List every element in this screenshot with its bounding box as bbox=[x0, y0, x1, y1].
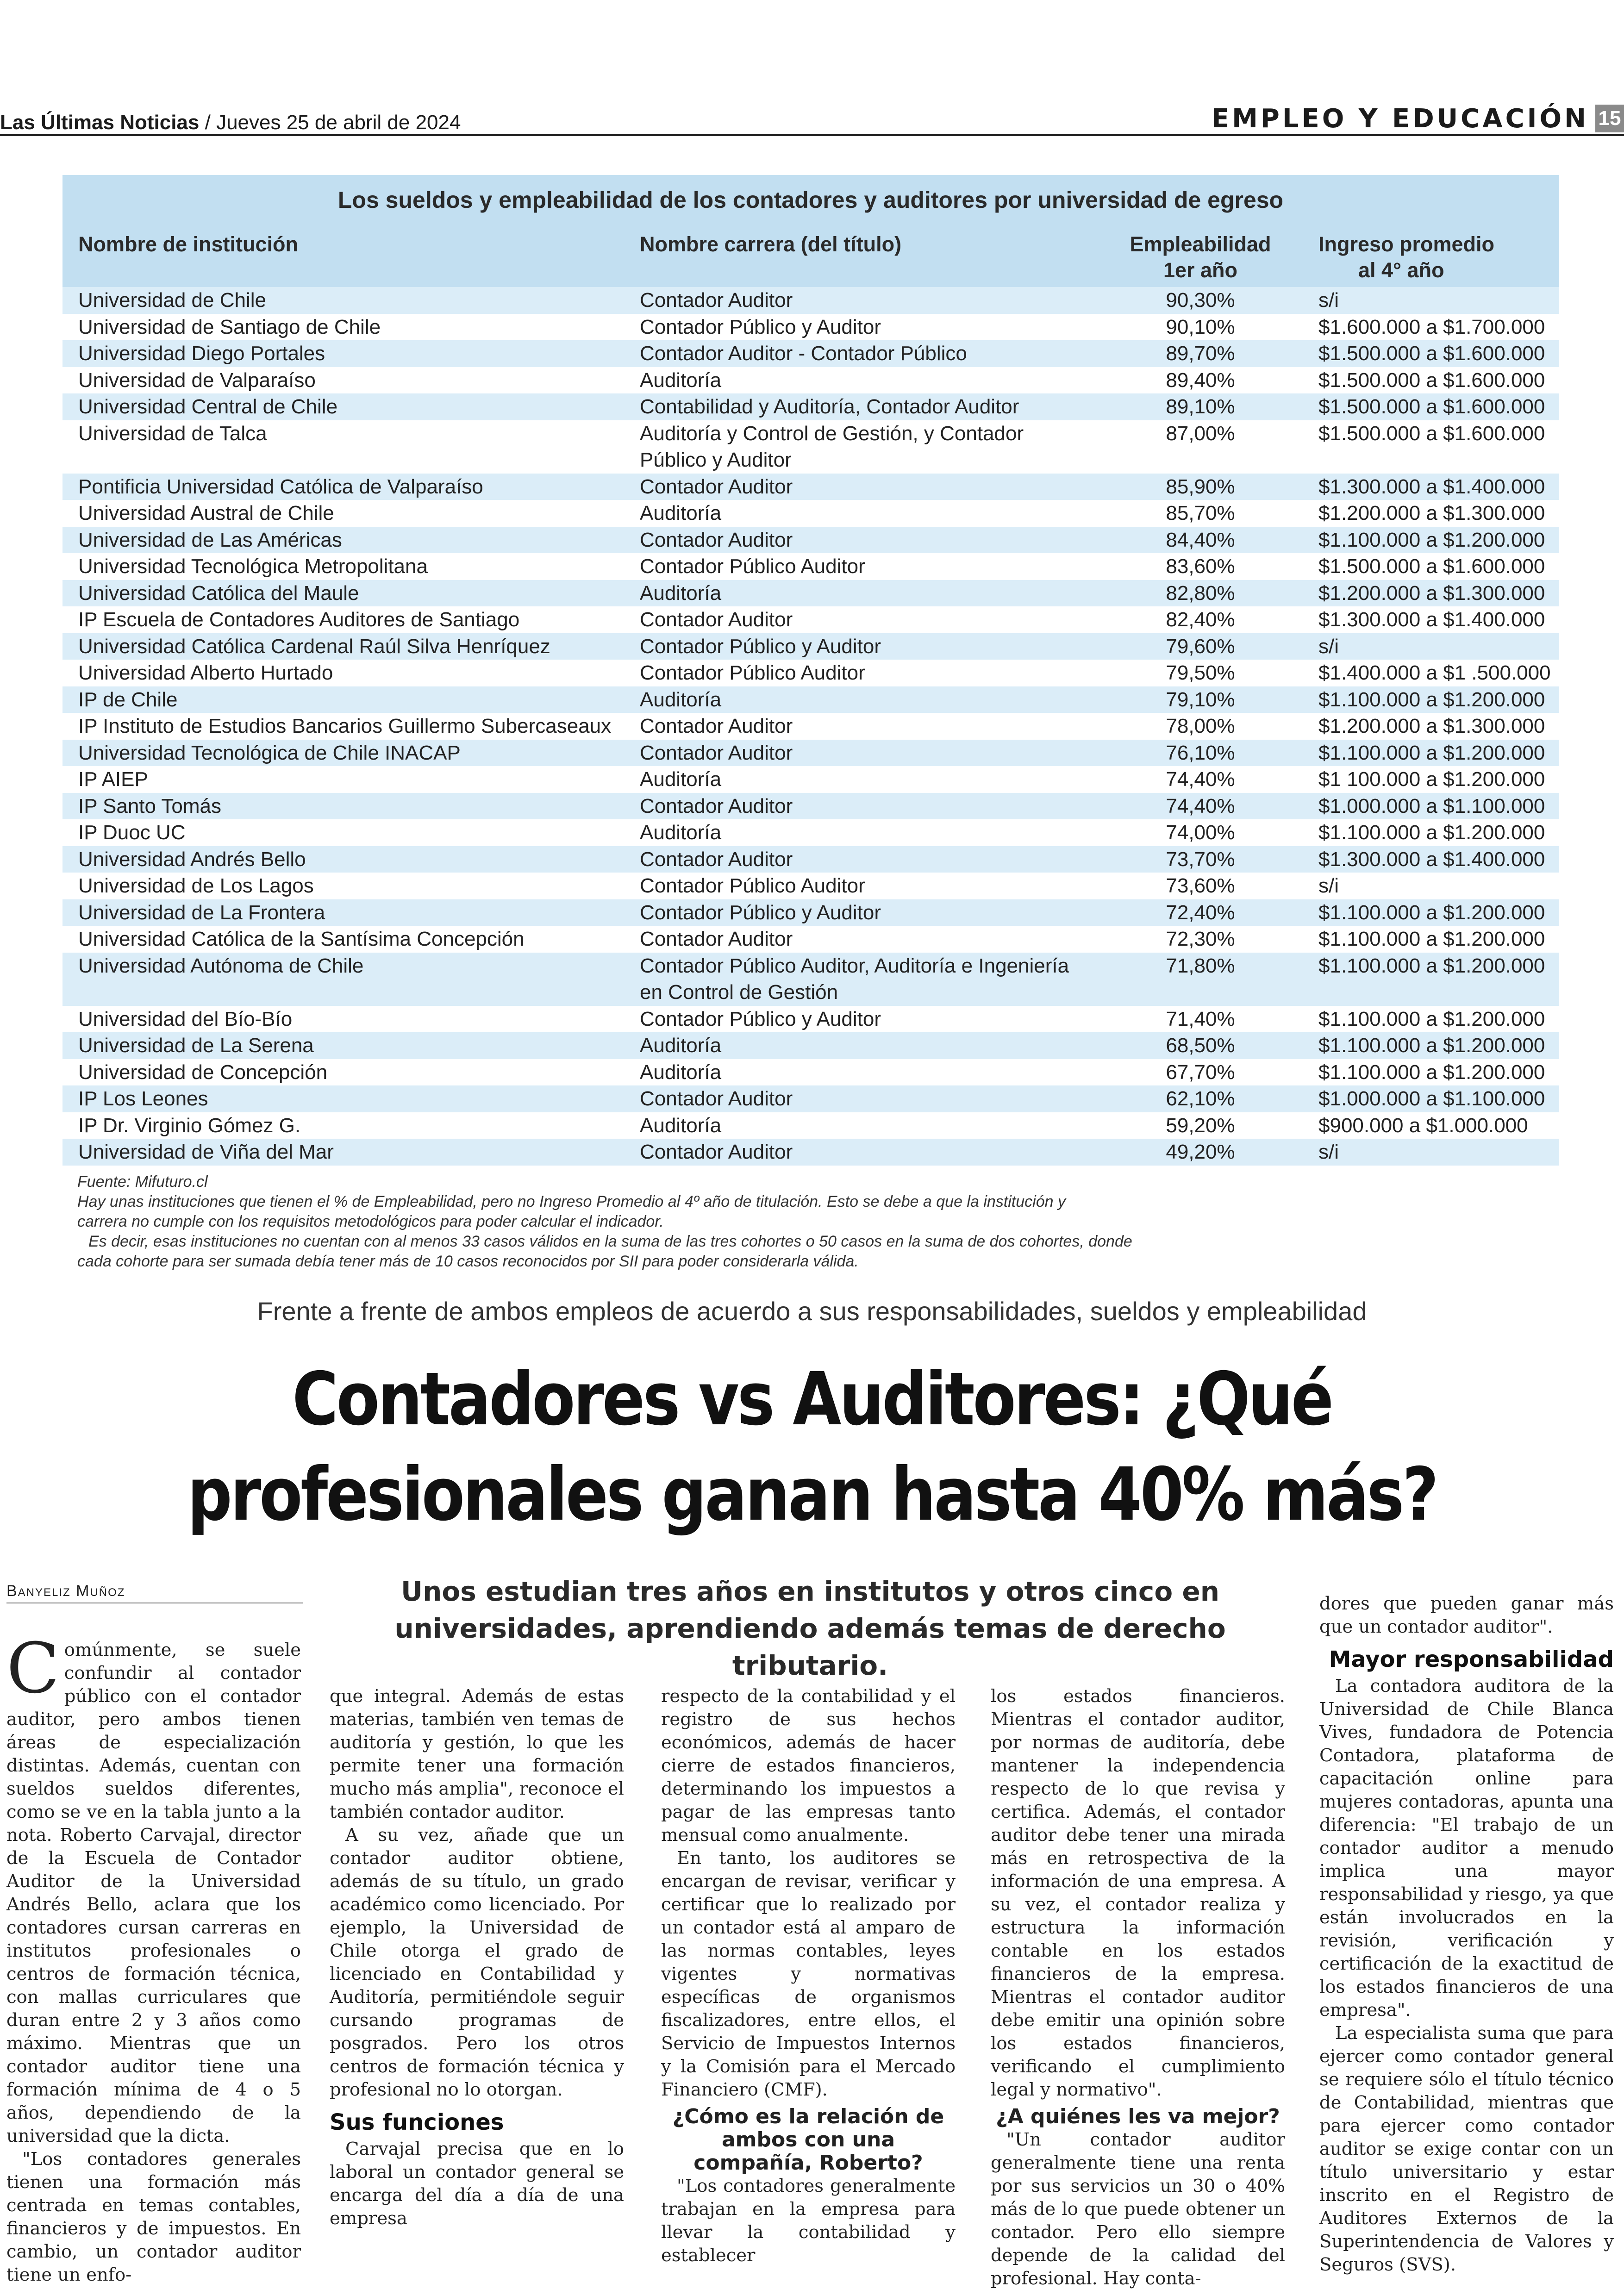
table-row bbox=[62, 580, 1559, 607]
header-income-line1: Ingreso promedio bbox=[1318, 232, 1495, 256]
cell-employability: 71,80% bbox=[1087, 953, 1314, 1006]
table-row bbox=[62, 766, 1559, 793]
cell-income: $1.300.000 a $1.400.000 bbox=[1314, 846, 1559, 873]
cell-employability: 85,70% bbox=[1087, 500, 1314, 527]
headline-line1: Contadores vs Auditores: ¿Qué bbox=[292, 1357, 1332, 1442]
cell-income: $1.100.000 a $1.200.000 bbox=[1314, 926, 1559, 953]
table-row bbox=[62, 1112, 1559, 1139]
table-row bbox=[62, 393, 1559, 420]
table-row bbox=[62, 474, 1559, 500]
subhead-mayor-responsabilidad: Mayor responsabilidad bbox=[1329, 1646, 1614, 1672]
cell-income: s/i bbox=[1314, 1139, 1559, 1166]
paper-name: Las Últimas Noticias bbox=[0, 111, 200, 134]
cell-career: Contador Auditor bbox=[624, 926, 1087, 953]
cell-employability: 90,30% bbox=[1087, 287, 1314, 314]
table-body bbox=[62, 287, 1559, 1166]
cell-institution: IP Santo Tomás bbox=[62, 793, 624, 820]
header-employability bbox=[1087, 225, 1314, 287]
cell-employability: 82,80% bbox=[1087, 580, 1314, 607]
cell-institution: Universidad de Santiago de Chile bbox=[62, 314, 624, 341]
cell-institution: Universidad de Chile bbox=[62, 287, 624, 314]
cell-career: Contador Auditor bbox=[624, 527, 1087, 554]
cell-career: Auditoría y Control de Gestión, y Contador Público y Auditor bbox=[624, 420, 1087, 474]
subhead-sus-funciones: Sus funciones bbox=[330, 2109, 504, 2135]
cell-employability: 73,70% bbox=[1087, 846, 1314, 873]
cell-income: $1.500.000 a $1.600.000 bbox=[1314, 340, 1559, 367]
cell-income: $1.200.000 a $1.300.000 bbox=[1314, 713, 1559, 740]
cell-employability: 72,30% bbox=[1087, 926, 1314, 953]
column-5-paragraph-2: La contadora auditora de la Universidad de Chile Blanca Vives, fundadora de Potencia Contadora, plataforma de capacitación online para mujeres contadoras, apunta una diferencia: "El trabajo de un contador auditor a menudo implica una mayor responsabilidad y riesgo, ya que están involucrados en la revisión, verificación y certificación de la exactitud de los estados financieros de una empresa". bbox=[1319, 1676, 1614, 2021]
cell-employability: 49,20% bbox=[1087, 1139, 1314, 1166]
cell-career: Auditoría bbox=[624, 580, 1087, 607]
cell-career: Contador Público y Auditor bbox=[624, 899, 1087, 926]
table-row bbox=[62, 1006, 1559, 1033]
cell-institution: Universidad de Las Américas bbox=[62, 527, 624, 554]
cell-institution: Universidad de La Frontera bbox=[62, 899, 624, 926]
cell-career: Contador Auditor bbox=[624, 287, 1087, 314]
cell-institution: Universidad Alberto Hurtado bbox=[62, 660, 624, 686]
cell-career: Auditoría bbox=[624, 367, 1087, 394]
issue-date: Jueves 25 de abril de 2024 bbox=[216, 111, 461, 134]
cell-employability: 89,10% bbox=[1087, 393, 1314, 420]
table-row bbox=[62, 686, 1559, 713]
cell-employability: 89,40% bbox=[1087, 367, 1314, 394]
header-institution: Nombre de institución bbox=[62, 225, 624, 287]
cell-income: $1.500.000 a $1.600.000 bbox=[1314, 367, 1559, 394]
cell-employability: 74,00% bbox=[1087, 819, 1314, 846]
table-row bbox=[62, 926, 1559, 953]
cell-career: Contador Auditor - Contador Público bbox=[624, 340, 1087, 367]
byline: Banyeliz Muñoz bbox=[6, 1582, 125, 1600]
cell-income: $1.100.000 a $1.200.000 bbox=[1314, 1059, 1559, 1086]
cell-career: Contador Auditor bbox=[624, 606, 1087, 633]
header-income bbox=[1314, 225, 1559, 287]
cell-employability: 72,40% bbox=[1087, 899, 1314, 926]
cell-income: s/i bbox=[1314, 873, 1559, 899]
cell-employability: 68,50% bbox=[1087, 1032, 1314, 1059]
cell-institution: IP de Chile bbox=[62, 686, 624, 713]
cell-institution: Universidad Autónoma de Chile bbox=[62, 953, 624, 1006]
cell-institution: Universidad de Viña del Mar bbox=[62, 1139, 624, 1166]
cell-career: Auditoría bbox=[624, 500, 1087, 527]
cell-income: $1.100.000 a $1.200.000 bbox=[1314, 740, 1559, 767]
page-number: 15 bbox=[1595, 105, 1624, 132]
cell-career: Contador Público y Auditor bbox=[624, 1006, 1087, 1033]
cell-institution: Universidad del Bío-Bío bbox=[62, 1006, 624, 1033]
cell-employability: 79,10% bbox=[1087, 686, 1314, 713]
column-5-paragraph-3: La especialista suma que para ejercer como contador general se requiere sólo el título técnico de Contabilidad, mientras que para ejercer como contador auditor se exige contar con un título universitario y estar inscrito en el Registro de Auditores Externos de la Superintendencia de Valores y Seguros (SVS). bbox=[1319, 2023, 1614, 2275]
masthead bbox=[0, 0, 1624, 139]
table-row bbox=[62, 633, 1559, 660]
cell-institution: Universidad Tecnológica Metropolitana bbox=[62, 553, 624, 580]
cell-employability: 83,60% bbox=[1087, 553, 1314, 580]
table-row bbox=[62, 340, 1559, 367]
table-row bbox=[62, 553, 1559, 580]
table-row bbox=[62, 287, 1559, 314]
cell-institution: Universidad de Concepción bbox=[62, 1059, 624, 1086]
cell-income: $1.100.000 a $1.200.000 bbox=[1314, 953, 1559, 1006]
cell-career: Auditoría bbox=[624, 819, 1087, 846]
table-row bbox=[62, 606, 1559, 633]
cell-employability: 89,70% bbox=[1087, 340, 1314, 367]
cell-career: Auditoría bbox=[624, 766, 1087, 793]
table-header-row bbox=[62, 225, 1559, 287]
article-headline bbox=[114, 1352, 1511, 1542]
cell-employability: 74,40% bbox=[1087, 766, 1314, 793]
cell-institution: Universidad Católica de la Santísima Concepción bbox=[62, 926, 624, 953]
article-column-1 bbox=[6, 1628, 301, 2287]
cell-institution: IP Duoc UC bbox=[62, 819, 624, 846]
cell-institution: Universidad Tecnológica de Chile INACAP bbox=[62, 740, 624, 767]
article-column-3 bbox=[661, 1685, 956, 2267]
masthead-rule bbox=[0, 134, 1624, 136]
table-row bbox=[62, 1085, 1559, 1112]
cell-institution: Universidad Central de Chile bbox=[62, 393, 624, 420]
column-3-paragraph-2: En tanto, los auditores se encargan de revisar, verificar y certificar que lo realizado por un contador está al amparo de las normas contables, leyes vigentes y normativas específicas de organismos fiscalizadores, entre ellos, el Servicio de Impuestos Internos y la Comisión para el Mercado Financiero (CMF). bbox=[661, 1848, 956, 2100]
cell-career: Contador Auditor bbox=[624, 713, 1087, 740]
cell-career: Contador Auditor bbox=[624, 474, 1087, 500]
footnote-line: cada cohorte para ser sumada debía tener más de 10 casos reconocidos por SII para poder considerarla válida. bbox=[77, 1252, 859, 1270]
cell-employability: 78,00% bbox=[1087, 713, 1314, 740]
cell-employability: 62,10% bbox=[1087, 1085, 1314, 1112]
table-row bbox=[62, 660, 1559, 686]
cell-income: $1.200.000 a $1.300.000 bbox=[1314, 500, 1559, 527]
column-2-paragraph-1: que integral. Además de estas materias, también ven temas de auditoría y gestión, lo que les permite tener una formación mucho más amplia", reconoce el también contador auditor. bbox=[330, 1686, 624, 1822]
cell-income: $1.500.000 a $1.600.000 bbox=[1314, 553, 1559, 580]
cell-employability: 67,70% bbox=[1087, 1059, 1314, 1086]
masthead-left bbox=[0, 111, 461, 134]
cell-institution: IP Los Leones bbox=[62, 1085, 624, 1112]
cell-employability: 87,00% bbox=[1087, 420, 1314, 474]
cell-career: Contador Público y Auditor bbox=[624, 314, 1087, 341]
cell-income: $1.300.000 a $1.400.000 bbox=[1314, 474, 1559, 500]
table-row bbox=[62, 367, 1559, 394]
cell-income: $1.500.000 a $1.600.000 bbox=[1314, 420, 1559, 474]
cell-employability: 74,40% bbox=[1087, 793, 1314, 820]
cell-income: $1.100.000 a $1.200.000 bbox=[1314, 1006, 1559, 1033]
cell-employability: 59,20% bbox=[1087, 1112, 1314, 1139]
cell-employability: 85,90% bbox=[1087, 474, 1314, 500]
cell-income: s/i bbox=[1314, 633, 1559, 660]
article-deck: Unos estudian tres años en institutos y otros cinco en universidades, aprendiendo además temas de derecho tributario. bbox=[394, 1576, 1226, 1681]
header-employability-line2: 1er año bbox=[1163, 258, 1238, 282]
cell-institution: Universidad de La Serena bbox=[62, 1032, 624, 1059]
cell-career: Contador Auditor bbox=[624, 1139, 1087, 1166]
cell-institution: Universidad Católica Cardenal Raúl Silva Henríquez bbox=[62, 633, 624, 660]
cell-career: Contador Auditor bbox=[624, 846, 1087, 873]
cell-career: Contador Auditor bbox=[624, 740, 1087, 767]
table-row bbox=[62, 793, 1559, 820]
table-row bbox=[62, 819, 1559, 846]
article-column-4 bbox=[991, 1685, 1285, 2290]
cell-income: $1.100.000 a $1.200.000 bbox=[1314, 899, 1559, 926]
table-row bbox=[62, 1032, 1559, 1059]
cell-income: $1.100.000 a $1.200.000 bbox=[1314, 1032, 1559, 1059]
cell-income: $1.100.000 a $1.200.000 bbox=[1314, 819, 1559, 846]
table-row bbox=[62, 873, 1559, 899]
cell-career: Contador Público Auditor bbox=[624, 553, 1087, 580]
cell-career: Contador Auditor bbox=[624, 793, 1087, 820]
footnote-line: carrera no cumple con los requisitos metodológicos para poder calcular el indicador. bbox=[77, 1212, 664, 1230]
article-column-5 bbox=[1319, 1592, 1614, 2276]
table-row bbox=[62, 420, 1559, 474]
header-income-line2: al 4° año bbox=[1358, 258, 1444, 282]
column-3-paragraph-3: "Los contadores generalmente trabajan en la empresa para llevar la contabilidad y establecer bbox=[661, 2176, 956, 2266]
cell-institution: Universidad Andrés Bello bbox=[62, 846, 624, 873]
masthead-separator: / bbox=[205, 111, 211, 134]
section-name: EMPLEO Y EDUCACIÓN bbox=[1211, 103, 1589, 134]
table-footnotes bbox=[62, 1172, 1559, 1272]
salary-table bbox=[62, 225, 1559, 1166]
cell-income: $1.300.000 a $1.400.000 bbox=[1314, 606, 1559, 633]
table-row bbox=[62, 740, 1559, 767]
column-2-paragraph-3: Carvajal precisa que en lo laboral un contador general se encarga del día a día de una empresa bbox=[330, 2139, 624, 2229]
table-row bbox=[62, 846, 1559, 873]
table-row bbox=[62, 1139, 1559, 1166]
footnote-source: Fuente: Mifuturo.cl bbox=[77, 1172, 208, 1191]
column-5-paragraph-1: dores que pueden ganar más que un contador auditor". bbox=[1319, 1593, 1614, 1637]
cell-employability: 73,60% bbox=[1087, 873, 1314, 899]
table-row bbox=[62, 713, 1559, 740]
cell-income: $1.000.000 a $1.100.000 bbox=[1314, 1085, 1559, 1112]
footnote-line: Es decir, esas instituciones no cuentan con al menos 33 casos válidos en la suma de las tres cohortes o 50 casos en la suma de dos cohortes, donde bbox=[88, 1232, 1132, 1250]
cell-career: Contador Público y Auditor bbox=[624, 633, 1087, 660]
cell-income: $1.100.000 a $1.200.000 bbox=[1314, 527, 1559, 554]
cell-institution: Universidad Católica del Maule bbox=[62, 580, 624, 607]
cell-employability: 84,40% bbox=[1087, 527, 1314, 554]
headline-line2: profesionales ganan hasta 40% más? bbox=[187, 1452, 1437, 1537]
column-1-paragraph-1 bbox=[6, 1628, 301, 2148]
subhead-relacion: ¿Cómo es la relación de ambos con una compañía, Roberto? bbox=[672, 2105, 944, 2175]
cell-employability: 79,50% bbox=[1087, 660, 1314, 686]
cell-career: Contador Auditor bbox=[624, 1085, 1087, 1112]
cell-employability: 71,40% bbox=[1087, 1006, 1314, 1033]
cell-income: $1.600.000 a $1.700.000 bbox=[1314, 314, 1559, 341]
cell-career: Auditoría bbox=[624, 1032, 1087, 1059]
cell-income: $900.000 a $1.000.000 bbox=[1314, 1112, 1559, 1139]
cell-career: Contador Público Auditor bbox=[624, 660, 1087, 686]
column-1-paragraph-2: "Los contadores generales tienen una formación más centrada en temas contables, financieros y de impuestos. En cambio, un contador auditor tiene un enfo- bbox=[6, 2149, 301, 2285]
cell-institution: IP Escuela de Contadores Auditores de Santiago bbox=[62, 606, 624, 633]
table-row bbox=[62, 314, 1559, 341]
cell-income: $1.000.000 a $1.100.000 bbox=[1314, 793, 1559, 820]
cell-income: $1.400.000 a $1 .500.000 bbox=[1314, 660, 1559, 686]
cell-income: $1.100.000 a $1.200.000 bbox=[1314, 686, 1559, 713]
masthead-right bbox=[1212, 105, 1624, 132]
column-3-paragraph-1: respecto de la contabilidad y el registro de sus hechos económicos, además de hacer cierre de estados financieros, determinando los impuestos a pagar de las empresas tanto mensual como anualmente. bbox=[661, 1686, 956, 1846]
column-2-paragraph-2: A su vez, añade que un contador auditor obtiene, además de su título, un grado académico como licenciado. Por ejemplo, la Universidad de Chile otorga el grado de licenciado en Contabilidad y Auditoría, permitiéndole seguir cursando programas de posgrados. Pero los otros centros de formación técnica y profesional no lo otorgan. bbox=[330, 1825, 624, 2100]
column-4-paragraph-1: los estados financieros. Mientras el contador auditor, por normas de auditoría, debe mantener la independencia respecto de lo que revisa y certifica. Además, el contador auditor debe tener una mirada más en retrospectiva de la información de una empresa. A su vez, el contador realiza y estructura la información contable en los estados financieros de la empresa. Mientras el contador auditor debe emitir una opinión sobre los estados financieros, verificando el cumplimiento legal y normativo". bbox=[991, 1686, 1285, 2100]
article-column-2 bbox=[330, 1685, 624, 2230]
cell-institution: Universidad de Los Lagos bbox=[62, 873, 624, 899]
cell-institution: Pontificia Universidad Católica de Valparaíso bbox=[62, 474, 624, 500]
table-title: Los sueldos y empleabilidad de los contadores y auditores por universidad de egreso bbox=[62, 175, 1559, 225]
table-row bbox=[62, 527, 1559, 554]
cell-career: Contador Público Auditor bbox=[624, 873, 1087, 899]
header-career: Nombre carrera (del título) bbox=[624, 225, 1087, 287]
cell-institution: IP Dr. Virginio Gómez G. bbox=[62, 1112, 624, 1139]
header-employability-line1: Empleabilidad bbox=[1130, 232, 1271, 256]
article-kicker: Frente a frente de ambos empleos de acuerdo a sus responsabilidades, sueldos y empleabilidad bbox=[257, 1297, 1367, 1326]
cell-employability: 82,40% bbox=[1087, 606, 1314, 633]
cell-career: Contabilidad y Auditoría, Contador Auditor bbox=[624, 393, 1087, 420]
cell-institution: Universidad Austral de Chile bbox=[62, 500, 624, 527]
cell-career: Auditoría bbox=[624, 1059, 1087, 1086]
cell-income: $1.500.000 a $1.600.000 bbox=[1314, 393, 1559, 420]
cell-employability: 76,10% bbox=[1087, 740, 1314, 767]
table-row bbox=[62, 899, 1559, 926]
table-row bbox=[62, 953, 1559, 1006]
cell-income: s/i bbox=[1314, 287, 1559, 314]
table-row bbox=[62, 500, 1559, 527]
cell-institution: IP Instituto de Estudios Bancarios Guillermo Subercaseaux bbox=[62, 713, 624, 740]
cell-institution: Universidad Diego Portales bbox=[62, 340, 624, 367]
cell-career: Auditoría bbox=[624, 686, 1087, 713]
cell-income: $1.200.000 a $1.300.000 bbox=[1314, 580, 1559, 607]
subhead-quienes: ¿A quiénes les va mejor? bbox=[996, 2105, 1280, 2128]
cell-income: $1 100.000 a $1.200.000 bbox=[1314, 766, 1559, 793]
footnote-line: Hay unas instituciones que tienen el % de Empleabilidad, pero no Ingreso Promedio al 4º año de titulación. Esto se debe a que la institución y bbox=[77, 1192, 1066, 1210]
cell-institution: Universidad de Valparaíso bbox=[62, 367, 624, 394]
cell-institution: Universidad de Talca bbox=[62, 420, 624, 474]
drop-cap: C bbox=[6, 1628, 60, 1709]
cell-employability: 79,60% bbox=[1087, 633, 1314, 660]
cell-employability: 90,10% bbox=[1087, 314, 1314, 341]
cell-institution: IP AIEP bbox=[62, 766, 624, 793]
cell-career: Auditoría bbox=[624, 1112, 1087, 1139]
column-1-paragraph-1-text: omúnmente, se suele confundir al contador público con el contador auditor, pero ambos tienen áreas de especialización distintas. Además, cuentan con sueldos sueldos diferentes, como se ve en la tabla junto a la nota. Roberto Carvajal, director de la Escuela de Contador Auditor de la Universidad Andrés Bello, aclara que los contadores cursan carreras en institutos profesionales o centros de formación técnica, con mallas curriculares que duran entre 2 y 3 años como máximo. Mientras que un contador auditor tiene una formación mínima de 4 o 5 años, dependiendo de la universidad que la dicta. bbox=[6, 1640, 301, 2146]
table-row bbox=[62, 1059, 1559, 1086]
cell-career: Contador Público Auditor, Auditoría e Ingeniería en Control de Gestión bbox=[624, 953, 1087, 1006]
salary-table-block bbox=[62, 175, 1559, 1272]
column-4-paragraph-2: "Un contador auditor generalmente tiene una renta por sus servicios un 30 o 40% más de lo que puede obtener un contador. Pero ello siempre depende de la calidad del profesional. Hay conta- bbox=[991, 2129, 1285, 2289]
